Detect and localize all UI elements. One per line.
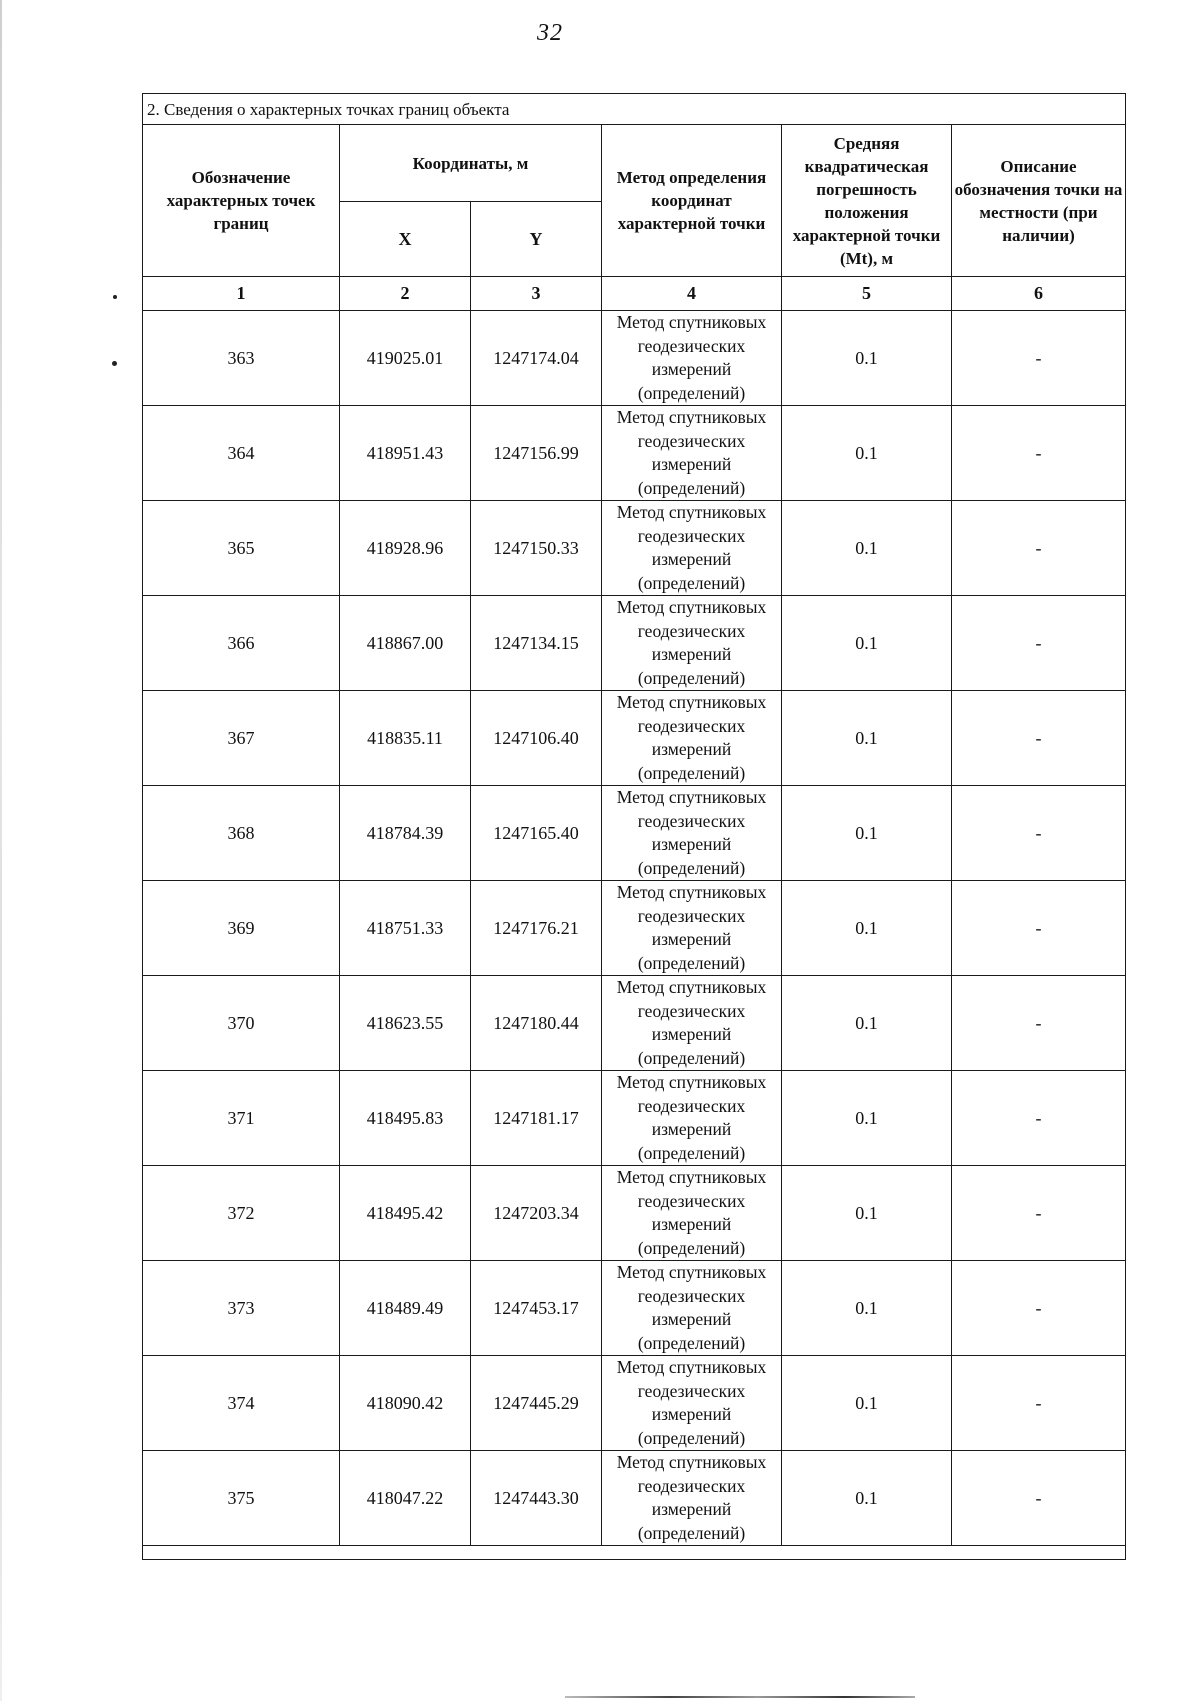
method-cell: Метод спутниковых геодезических измерений (определений): [602, 1356, 782, 1451]
x-cell: 418623.55: [340, 976, 471, 1071]
table-row: [143, 976, 1126, 1071]
x-cell: 418489.49: [340, 1261, 471, 1356]
header-method: Метод определения координат характерной точки: [602, 125, 782, 277]
table-row: [143, 596, 1126, 691]
mt-cell: 0.1: [782, 406, 952, 501]
table-row: [143, 691, 1126, 786]
point-cell: 364: [143, 406, 340, 501]
x-cell: 418047.22: [340, 1451, 471, 1546]
header-description: Описание обозначения точки на местности (при наличии): [952, 125, 1126, 277]
y-cell: 1247134.15: [471, 596, 602, 691]
description-cell: -: [952, 881, 1126, 976]
scan-edge: [0, 0, 2, 1701]
point-cell: 375: [143, 1451, 340, 1546]
method-cell: Метод спутниковых геодезических измерений (определений): [602, 406, 782, 501]
description-cell: -: [952, 501, 1126, 596]
table-row: [143, 881, 1126, 976]
method-cell: Метод спутниковых геодезических измерений (определений): [602, 311, 782, 406]
description-cell: -: [952, 1071, 1126, 1166]
y-cell: 1247203.34: [471, 1166, 602, 1261]
mt-cell: 0.1: [782, 1451, 952, 1546]
table-row: [143, 1166, 1126, 1261]
header-mean-error: Средняя квадратическая погрешность положения характерной точки (Mt), м: [782, 125, 952, 277]
point-cell: 370: [143, 976, 340, 1071]
point-cell: 365: [143, 501, 340, 596]
column-number: 2: [340, 277, 471, 311]
header-x: X: [340, 202, 471, 277]
table-footer-row: [143, 1546, 1126, 1560]
y-cell: 1247443.30: [471, 1451, 602, 1546]
point-cell: 369: [143, 881, 340, 976]
point-cell: 373: [143, 1261, 340, 1356]
table-row: [143, 406, 1126, 501]
point-cell: 372: [143, 1166, 340, 1261]
mt-cell: 0.1: [782, 976, 952, 1071]
header-point-designation: Обозначение характерных точек границ: [143, 125, 340, 277]
mt-cell: 0.1: [782, 596, 952, 691]
x-cell: 418495.42: [340, 1166, 471, 1261]
mt-cell: 0.1: [782, 501, 952, 596]
method-cell: Метод спутниковых геодезических измерений (определений): [602, 1071, 782, 1166]
method-cell: Метод спутниковых геодезических измерений (определений): [602, 691, 782, 786]
description-cell: -: [952, 786, 1126, 881]
x-cell: 419025.01: [340, 311, 471, 406]
column-number: 1: [143, 277, 340, 311]
method-cell: Метод спутниковых геодезических измерений (определений): [602, 881, 782, 976]
description-cell: -: [952, 406, 1126, 501]
table-row: [143, 501, 1126, 596]
y-cell: 1247181.17: [471, 1071, 602, 1166]
scan-bottom-line: [565, 1696, 915, 1698]
column-number: 3: [471, 277, 602, 311]
y-cell: 1247176.21: [471, 881, 602, 976]
description-cell: -: [952, 976, 1126, 1071]
column-number-row: [143, 277, 1126, 311]
column-number: 4: [602, 277, 782, 311]
method-cell: Метод спутниковых геодезических измерений (определений): [602, 596, 782, 691]
x-cell: 418951.43: [340, 406, 471, 501]
x-cell: 418784.39: [340, 786, 471, 881]
mt-cell: 0.1: [782, 881, 952, 976]
margin-mark: [112, 361, 117, 366]
page-number: 32: [537, 20, 563, 46]
x-cell: 418928.96: [340, 501, 471, 596]
description-cell: -: [952, 691, 1126, 786]
y-cell: 1247445.29: [471, 1356, 602, 1451]
description-cell: -: [952, 311, 1126, 406]
y-cell: 1247174.04: [471, 311, 602, 406]
point-cell: 371: [143, 1071, 340, 1166]
mt-cell: 0.1: [782, 786, 952, 881]
method-cell: Метод спутниковых геодезических измерений (определений): [602, 501, 782, 596]
point-cell: 368: [143, 786, 340, 881]
points-table-container: [142, 93, 1125, 1560]
x-cell: 418751.33: [340, 881, 471, 976]
x-cell: 418835.11: [340, 691, 471, 786]
point-cell: 367: [143, 691, 340, 786]
y-cell: 1247453.17: [471, 1261, 602, 1356]
description-cell: -: [952, 596, 1126, 691]
y-cell: 1247165.40: [471, 786, 602, 881]
mt-cell: 0.1: [782, 1166, 952, 1261]
mt-cell: 0.1: [782, 691, 952, 786]
method-cell: Метод спутниковых геодезических измерений (определений): [602, 976, 782, 1071]
mt-cell: 0.1: [782, 1356, 952, 1451]
header-coordinates: Координаты, м: [340, 125, 602, 202]
description-cell: -: [952, 1356, 1126, 1451]
x-cell: 418090.42: [340, 1356, 471, 1451]
points-table: [142, 93, 1126, 1560]
method-cell: Метод спутниковых геодезических измерений (определений): [602, 1166, 782, 1261]
description-cell: -: [952, 1261, 1126, 1356]
column-number: 5: [782, 277, 952, 311]
y-cell: 1247106.40: [471, 691, 602, 786]
point-cell: 366: [143, 596, 340, 691]
table-row: [143, 1071, 1126, 1166]
table-row: [143, 311, 1126, 406]
description-cell: -: [952, 1451, 1126, 1546]
section-title: 2. Сведения о характерных точках границ объекта: [143, 94, 1126, 125]
column-number: 6: [952, 277, 1126, 311]
method-cell: Метод спутниковых геодезических измерений (определений): [602, 1451, 782, 1546]
table-row: [143, 786, 1126, 881]
y-cell: 1247180.44: [471, 976, 602, 1071]
method-cell: Метод спутниковых геодезических измерений (определений): [602, 1261, 782, 1356]
method-cell: Метод спутниковых геодезических измерений (определений): [602, 786, 782, 881]
y-cell: 1247150.33: [471, 501, 602, 596]
mt-cell: 0.1: [782, 1071, 952, 1166]
mt-cell: 0.1: [782, 311, 952, 406]
table-footer-cell: [143, 1546, 1126, 1560]
table-row: [143, 1451, 1126, 1546]
description-cell: -: [952, 1166, 1126, 1261]
y-cell: 1247156.99: [471, 406, 602, 501]
table-row: [143, 1261, 1126, 1356]
x-cell: 418867.00: [340, 596, 471, 691]
point-cell: 363: [143, 311, 340, 406]
x-cell: 418495.83: [340, 1071, 471, 1166]
table-row: [143, 1356, 1126, 1451]
mt-cell: 0.1: [782, 1261, 952, 1356]
margin-mark: [113, 295, 117, 299]
point-cell: 374: [143, 1356, 340, 1451]
header-y: Y: [471, 202, 602, 277]
